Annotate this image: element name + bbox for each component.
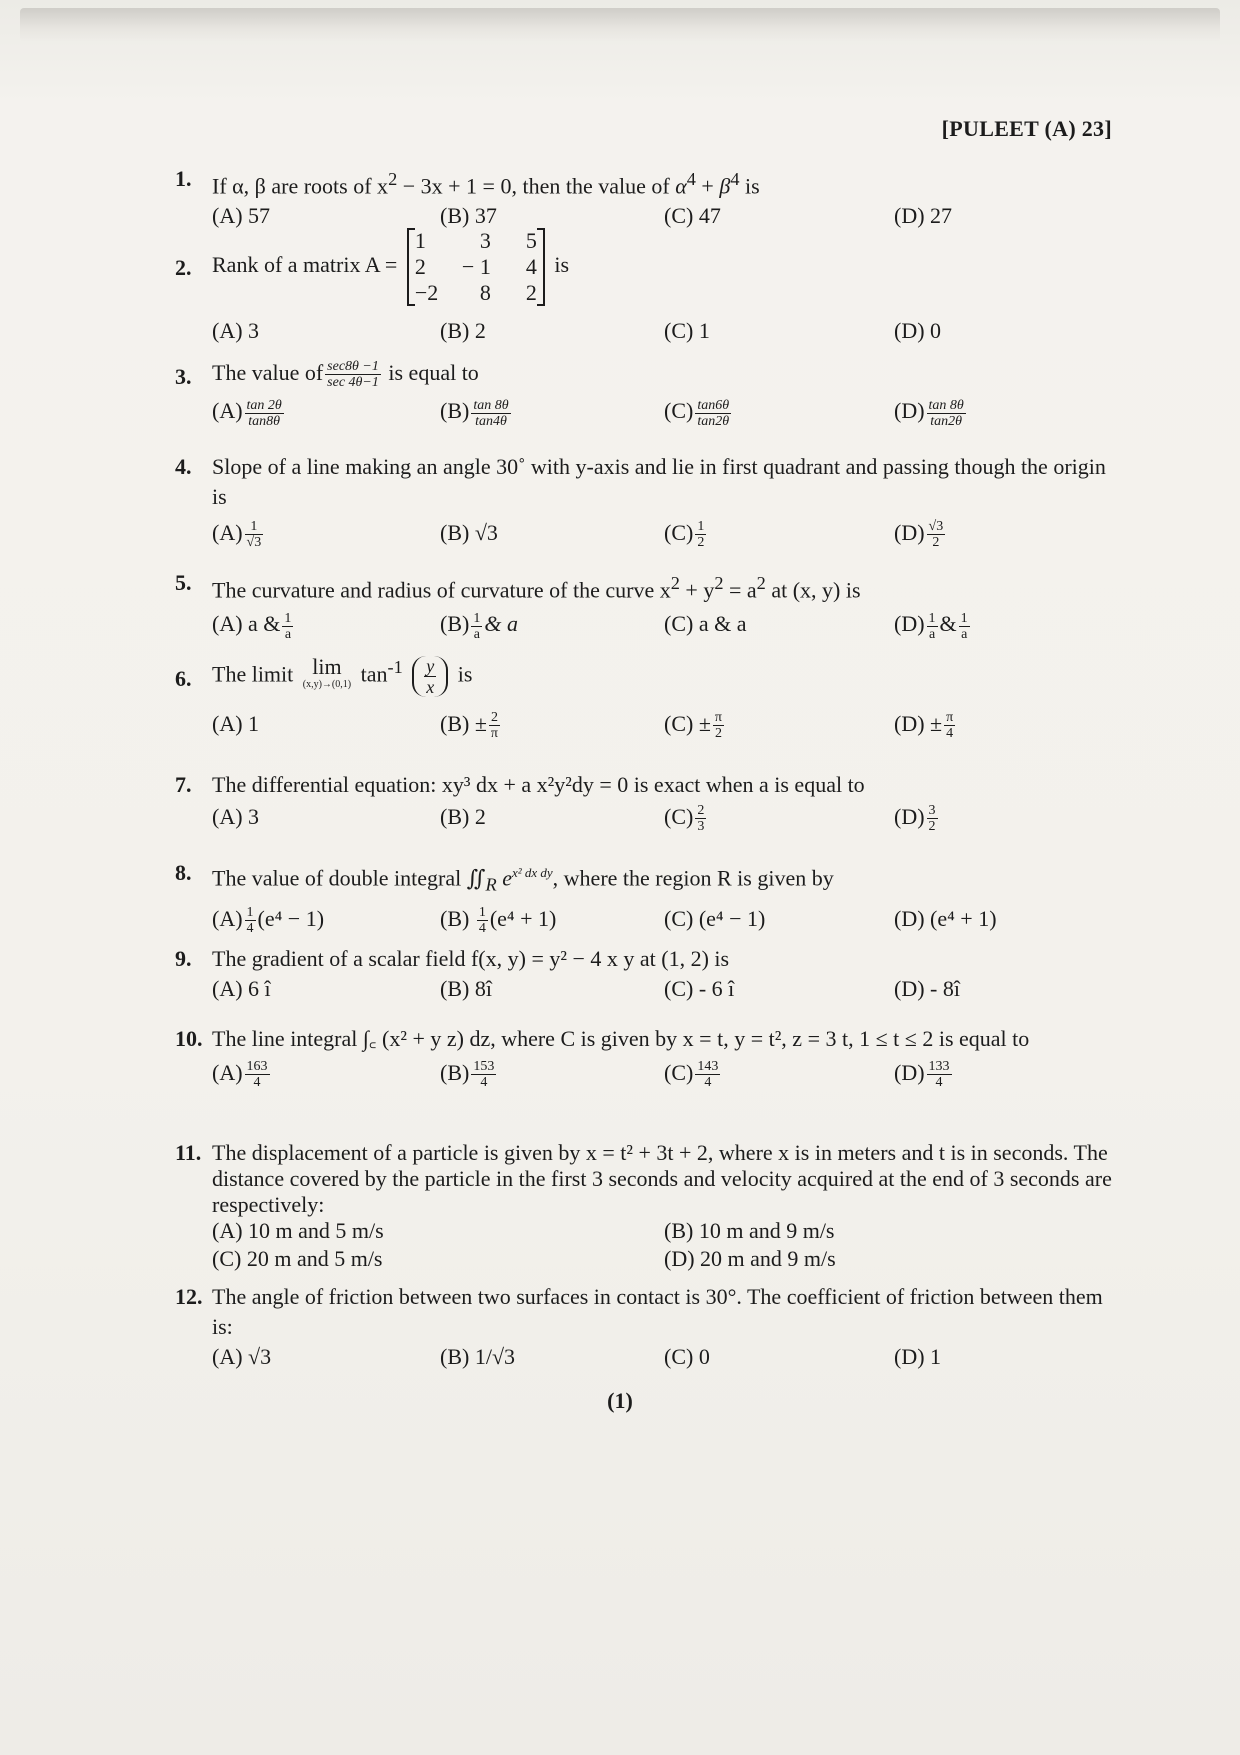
question-12 (175, 1282, 1120, 1376)
option-d: (D) $\frac{\tan 8\theta}{\tan 2\theta}$ (894, 397, 964, 429)
option-a: (A) 57 (212, 203, 271, 229)
question-number: 5. (175, 570, 192, 595)
options (212, 609, 1120, 651)
options (212, 518, 1120, 560)
options (212, 904, 1120, 946)
option-d: (D) $\frac{133}{4}$ (894, 1059, 950, 1091)
question-4 (175, 452, 1120, 560)
option-d: (D) - 8î (894, 976, 960, 1001)
question-text: The curvature and radius of curvature of the curve $x^2 + y^2 = a^2$ at (x, y) is (212, 573, 861, 603)
option-a: (A) 6 î (212, 976, 271, 1001)
option-c: (C) $\frac{143}{4}$ (664, 1059, 719, 1091)
option-d: (D) $\frac{√3}{2}$ (894, 519, 944, 551)
question-text: If α, β are roots of $x^2 - 3x + 1 = 0$, then the value of $\alpha^4 + \beta^4$ is (212, 169, 760, 199)
option-b: (B) 2 (440, 318, 486, 343)
option-c: (C) - 6 î (664, 976, 735, 1001)
limit-operator: lim (x,y)→(0,1) (302, 654, 352, 691)
question-number: 11. (175, 1140, 202, 1165)
option-b: (B) 2 (440, 804, 486, 829)
question-text: The value of double integral $∬_R$ $e^{x^2 dx dy}$, where the region R is given by (212, 865, 834, 895)
option-d: (D) 1 (894, 1344, 942, 1369)
option-c: (C) $\frac{2}{3}$ (664, 803, 705, 835)
options (212, 974, 1120, 1008)
option-a: (A) $\frac{163}{4}$ (212, 1059, 268, 1091)
question-2 (175, 228, 1120, 350)
question-number: 12. (175, 1284, 203, 1309)
option-a: (A) $\frac{\tan 2\theta}{\tan 8\theta}$ (212, 397, 282, 429)
question-number: 7. (175, 772, 192, 797)
option-c: (C) $\frac{1}{2}$ (664, 519, 705, 551)
question-3 (175, 358, 1120, 438)
question-number: 6. (175, 666, 192, 691)
question-number: 8. (175, 860, 192, 885)
question-text: The limit lim (x,y)→(0,1) $\tan^{-1}$ $\frac{y}{x}$ is (212, 654, 473, 697)
option-d: (D) 27 (894, 203, 953, 229)
option-d: (D) 20 m and 9 m/s (664, 1246, 836, 1271)
option-d: (D) ± $\frac{\pi}{4}$ (894, 710, 954, 742)
fraction: $\frac{\sec 8\theta -1}{\sec 4\theta-1}$ (327, 359, 379, 391)
option-c: (C) 20 m and 5 m/s (212, 1246, 383, 1271)
options (212, 1218, 1120, 1276)
question-7 (175, 770, 1120, 844)
question-8 (175, 858, 1120, 946)
option-b: (B) ± $\frac{2}{\pi}$ (440, 710, 498, 742)
question-number: 1. (175, 166, 192, 191)
option-c: (C) ± $\frac{\pi}{2}$ (664, 710, 722, 742)
question-11 (175, 1140, 1120, 1276)
option-a: (A) 1 (212, 710, 260, 736)
option-a: (A) √3 (212, 1344, 272, 1369)
option-c: (C) 0 (664, 1344, 710, 1369)
option-b: (B) $\frac{\tan 8\theta}{\tan 4\theta}$ (440, 397, 509, 429)
scan-shadow (20, 8, 1220, 42)
question-number: 4. (175, 454, 192, 479)
option-b: (B) 1/√3 (440, 1344, 516, 1369)
question-9 (175, 944, 1120, 1008)
question-text: The displacement of a particle is given by x = t² + 3t + 2, where x is in meters and t is in seconds. The distance covered by the particle in the first 3 seconds and velocity acquired at the end of 3 seconds are respectively: (212, 1140, 1112, 1217)
option-c: (C) a & a (664, 611, 747, 637)
question-text: Slope of a line making an angle 30˚ with y-axis and lie in first quadrant and passing though the origin is (212, 454, 1106, 509)
question-text: The value of $\frac{\sec 8\theta -1}{\sec 4\theta-1}$ is equal to (212, 359, 479, 391)
options (212, 709, 1120, 751)
option-c: (C) $\frac{\tan 6\theta}{\tan 2\theta}$ (664, 397, 730, 429)
question-text: The differential equation: xy³ dx + a x²y²dy = 0 is exact when a is equal to (212, 772, 865, 797)
question-number: 9. (175, 946, 192, 971)
option-b: (B) 8î (440, 976, 492, 1001)
option-a: (A) $\frac{1}{√3}$ (212, 519, 262, 551)
option-b: (B) $\frac{1}{a}$ & a (440, 610, 518, 642)
option-b: (B) 37 (440, 203, 497, 229)
option-d: (D) (e⁴ + 1) (894, 905, 997, 931)
option-b: (B) √3 (440, 520, 498, 545)
matrix-a: 1 3 5 2 − 1 4 −2 8 2 (407, 228, 545, 306)
options (212, 1058, 1120, 1100)
option-a: (A) a & $\frac{1}{a}$ (212, 610, 292, 642)
question-5 (175, 568, 1120, 651)
question-text: Rank of a matrix A = 1 3 5 2 − 1 4 −2 8 2 is (212, 228, 570, 305)
options (212, 1342, 1120, 1376)
option-a: (A) 3 (212, 318, 260, 343)
option-b: (B) $\frac{153}{4}$ (440, 1059, 495, 1091)
question-number: 10. (175, 1026, 203, 1051)
question-6 (175, 652, 1120, 751)
question-text: The gradient of a scalar field f(x, y) = y² − 4 x y at (1, 2) is (212, 946, 730, 971)
parenthesis: $\frac{y}{x}$ (412, 656, 448, 697)
question-1 (175, 164, 1120, 235)
options (212, 802, 1120, 844)
options (212, 316, 1120, 350)
option-c: (C) 1 (664, 318, 710, 343)
question-text: The angle of friction between two surfaces in contact is 30°. The coefficient of friction between them is: (212, 1284, 1103, 1339)
option-d: (D) $\frac{1}{a}$ & $\frac{1}{a}$ (894, 610, 968, 642)
option-d: (D) $\frac{3}{2}$ (894, 803, 936, 835)
option-a: (A) 10 m and 5 m/s (212, 1218, 384, 1243)
question-number: 2. (175, 255, 192, 280)
options (212, 396, 1120, 438)
option-d: (D) 0 (894, 318, 942, 343)
question-10 (175, 1024, 1120, 1100)
option-a: (A) $\frac{1}{4}$ (e⁴ − 1) (212, 905, 325, 937)
option-b: (B) $\frac{1}{4}$ (e⁴ + 1) (440, 905, 557, 937)
page-number: (1) (607, 1388, 633, 1413)
option-b: (B) 10 m and 9 m/s (664, 1218, 835, 1243)
paper-code: [PULEET (A) 23] (941, 116, 1112, 141)
option-c: (C) 47 (664, 203, 721, 229)
question-number: 3. (175, 364, 192, 389)
option-a: (A) 3 (212, 804, 260, 829)
question-text: The line integral ∫꜀ (x² + y z) dz, where C is given by x = t, y = t², z = 3 t, 1 ≤ t ≤ 2 is equal to (212, 1026, 1030, 1051)
option-c: (C) (e⁴ − 1) (664, 905, 766, 931)
